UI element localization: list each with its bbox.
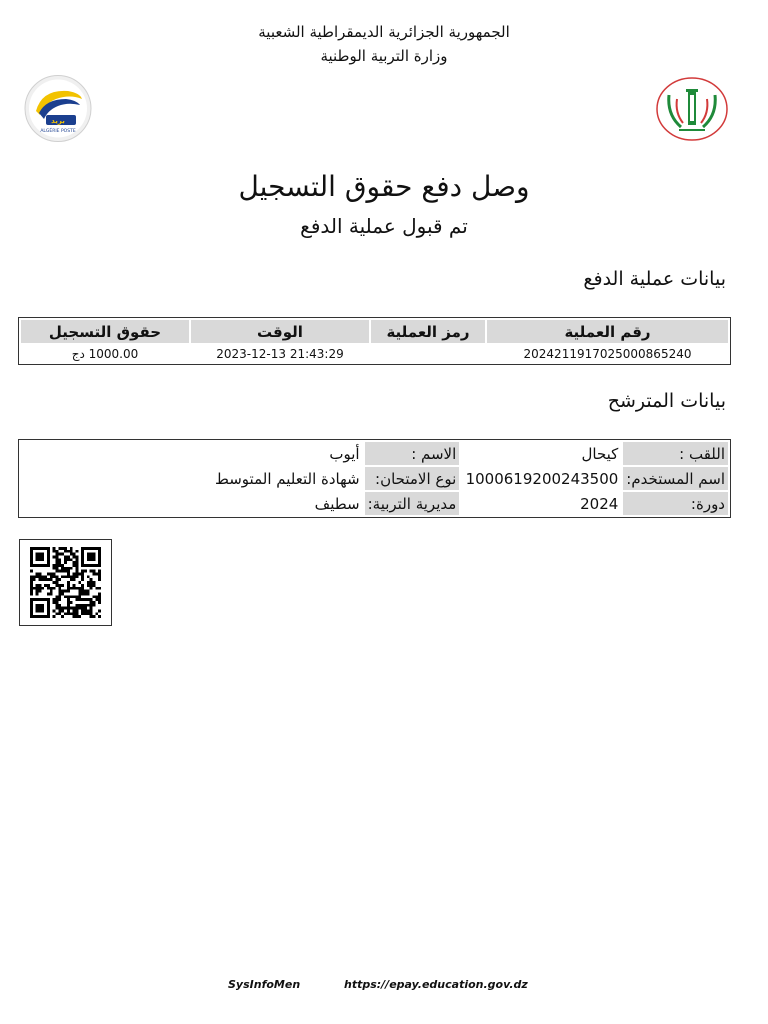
payment-section-heading: بيانات عملية الدفع: [583, 268, 726, 290]
username-value: 1000619200243500: [465, 469, 619, 488]
col-transaction-number: رقم العملية: [487, 320, 728, 343]
col-transaction-code: رمز العملية: [371, 320, 485, 343]
republic-title: الجمهورية الجزائرية الديمقراطية الشعبية: [258, 23, 510, 41]
table-row: [21, 492, 728, 515]
col-fees: حقوق التسجيل: [21, 320, 189, 343]
transaction-code: [371, 345, 485, 362]
payment-table: [18, 317, 731, 365]
col-time: الوقت: [191, 320, 369, 343]
candidate-table: [18, 439, 731, 518]
directorate-value: سطيف: [314, 494, 360, 513]
ministry-title: وزارة التربية الوطنية: [320, 47, 448, 65]
education-ministry-logo: [655, 77, 729, 141]
candidate-section-heading: بيانات المترشح: [607, 390, 726, 412]
session-label: دورة:: [623, 492, 728, 515]
svg-text:بريد: بريد: [51, 117, 65, 125]
name-label: الاسم :: [365, 442, 460, 465]
payment-table-header: [21, 320, 728, 343]
payment-status: تم قبول عملية الدفع: [300, 214, 468, 238]
surname-value: كيحال: [581, 444, 619, 463]
svg-text:ALGÉRIE POSTE: ALGÉRIE POSTE: [40, 129, 76, 134]
exam-type-label: نوع الامتحان:: [365, 467, 460, 490]
directorate-label: مديرية التربية:: [365, 492, 460, 515]
table-row: [21, 442, 728, 465]
exam-type-value: شهادة التعليم المتوسط: [215, 469, 360, 488]
document-header: [0, 20, 768, 68]
algerie-poste-logo: [22, 75, 94, 142]
surname-label: اللقب :: [623, 442, 728, 465]
session-value: 2024: [580, 494, 619, 513]
username-label: اسم المستخدم:: [623, 467, 728, 490]
transaction-time: 2023-12-13 21:43:29: [216, 346, 344, 361]
receipt-title: وصل دفع حقوق التسجيل: [238, 170, 530, 203]
table-row: [21, 467, 728, 490]
footer-system-name: SysInfoMen: [228, 978, 301, 991]
table-row: [21, 345, 728, 362]
name-value: أيوب: [329, 444, 360, 463]
footer-url[interactable]: https://epay.education.gov.dz: [344, 978, 528, 991]
qr-code-icon: [19, 539, 112, 626]
transaction-number: 20242119170250008652​40: [523, 346, 692, 361]
registration-fees: 1000.00 دج: [71, 346, 139, 361]
